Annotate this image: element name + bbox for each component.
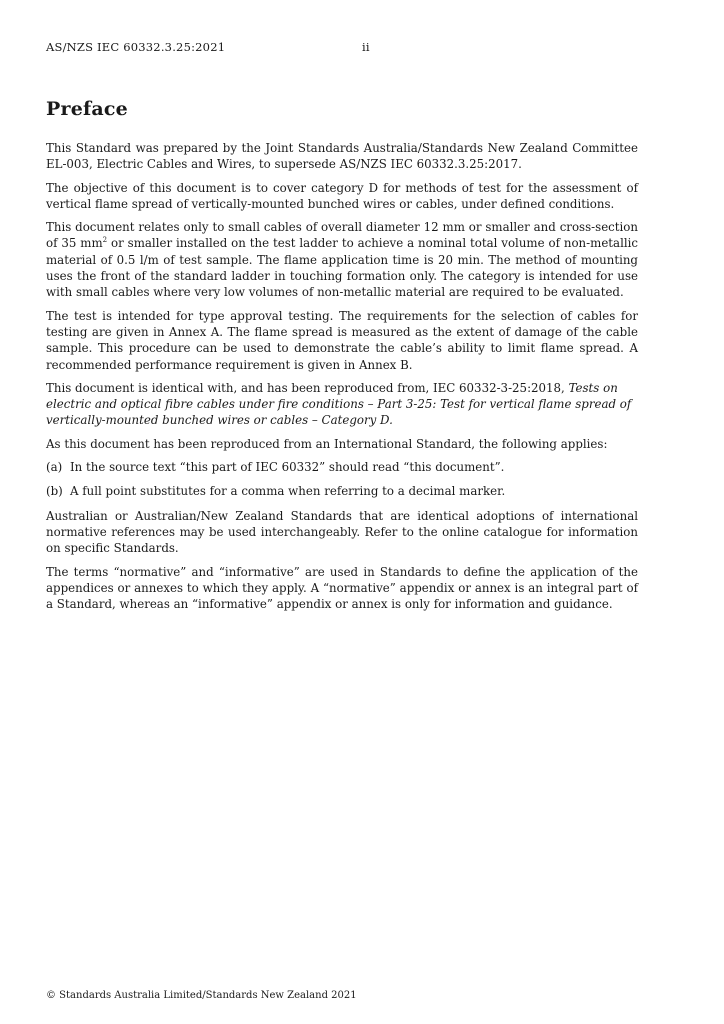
list-item — [46, 483, 638, 499]
list-marker: (a) — [46, 460, 63, 475]
list-item-text: A full point substitutes for a comma when referring to a decimal marker. — [70, 484, 506, 499]
preface-body — [46, 140, 638, 619]
paragraph-scope — [46, 219, 638, 300]
document-id: AS/NZS IEC 60332.3.25:2021 — [46, 40, 226, 54]
identical-title: Tests on electric and optical fibre cables under fire conditions – Part 3-25: Test for vertical flame spread of vertically-mounted bunched wires or cables – Category D. — [46, 380, 632, 428]
list-item — [46, 459, 638, 475]
section-title: Preface — [46, 98, 128, 120]
identical-text: This document is identical with, and has been reproduced from, IEC 60332-3-25:2018, — [46, 380, 569, 395]
paragraph-objective: The objective of this document is to cover category D for methods of test for the assessment of vertical flame spread of vertically-mounted bunched wires or cables, under defined conditions. — [46, 180, 638, 211]
superscript: 2 — [102, 236, 108, 245]
paragraph-committee: This Standard was prepared by the Joint Standards Australia/Standards New Zealand Committee EL-003, Electric Cables and Wires, to supersede AS/NZS IEC 60332.3.25:2017. — [46, 141, 638, 172]
page-number: ii — [362, 40, 370, 54]
paragraph-applies: As this document has been reproduced from an International Standard, the following applies: — [46, 436, 608, 451]
paragraph-terms: The terms “normative” and “informative” are used in Standards to define the application of the appendices or annexes to which they apply. A “normative” appendix or annex is an integral part of a Standard, whereas an “informative” appendix or annex is only for information and guidance. — [46, 564, 638, 612]
paragraph-type-approval: The test is intended for type approval testing. The requirements for the selection of cables for testing are given in Annex A. The flame spread is measured as the extent of damage of the cable sample. This procedure can be used to demonstrate the cable’s ability to limit flame spread. A recommended performance requirement is given in Annex B. — [46, 308, 638, 372]
paragraph-identical — [46, 380, 638, 429]
list-marker: (b) — [46, 484, 63, 499]
list-item-text: In the source text “this part of IEC 60332” should read “this document”. — [70, 460, 505, 475]
paragraph-normative-references: Australian or Australian/New Zealand Standards that are identical adoptions of international normative references may be used interchangeably. Refer to the online catalogue for information on specific Standards. — [46, 508, 638, 556]
page-header — [46, 40, 678, 58]
copyright-footer: © Standards Australia Limited/Standards New Zealand 2021 — [46, 990, 357, 1001]
scope-text-end: or smaller installed on the test ladder to achieve a nominal total volume of non-metallic material of 0.5 l/m of test sample. The flame application time is 20 min. The method of mounting uses the front of the standard ladder in touching formation only. The category is intended for use with small cables where very low volumes of non-metallic material are required to be evaluated. — [46, 236, 638, 300]
scope-text-start: This document relates only to small cables of overall diameter 12 mm or smaller and cross-section of 35 mm — [46, 220, 638, 251]
